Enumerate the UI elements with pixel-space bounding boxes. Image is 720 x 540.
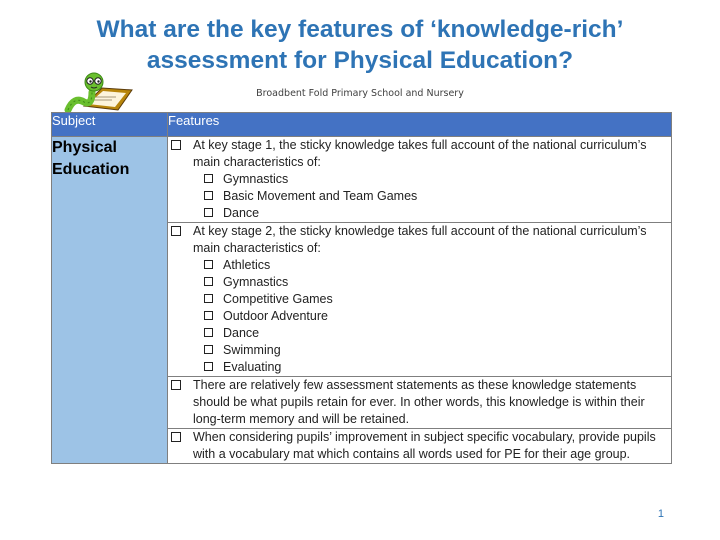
list-item: Athletics — [223, 258, 271, 272]
checkbox-bullet-icon — [204, 294, 213, 303]
list-item: Outdoor Adventure — [223, 309, 328, 323]
feature-text: There are relatively few assessment statements as these knowledge statements should be what pupils retain for ever. In other words, this knowledge is within their long-term memory and will be retained. — [193, 378, 645, 426]
title-line-2: assessment for Physical Education? — [146, 47, 574, 74]
table-row — [52, 137, 672, 223]
header-subject: Subject — [52, 113, 168, 137]
list-item: Swimming — [223, 343, 281, 357]
feature-vocabulary — [168, 429, 672, 464]
feature-ks1 — [168, 137, 672, 223]
checkbox-bullet-icon — [204, 311, 213, 320]
checkbox-bullet-icon — [204, 345, 213, 354]
subject-cell: Physical Education — [52, 137, 168, 464]
checkbox-bullet-icon — [204, 362, 213, 371]
list-item: Dance — [223, 206, 260, 220]
title-line-1: What are the key features of ‘knowledge-rich’ — [96, 16, 624, 43]
list-item: Gymnastics — [223, 275, 289, 289]
feature-text: When considering pupils’ improvement in subject specific vocabulary, provide pupils with a vocabulary mat which contains all words used for PE for their age group. — [193, 430, 656, 461]
list-item: Dance — [223, 326, 260, 340]
checkbox-bullet-icon — [204, 174, 213, 183]
feature-text: At key stage 1, the sticky knowledge takes full account of the national curriculum’s main characteristics of: — [193, 138, 647, 169]
table-header-row — [52, 113, 672, 137]
header-features: Features — [168, 113, 672, 137]
feature-ks2 — [168, 223, 672, 377]
checkbox-bullet-icon — [171, 226, 181, 236]
checkbox-bullet-icon — [204, 191, 213, 200]
checkbox-bullet-icon — [171, 380, 181, 390]
checkbox-bullet-icon — [204, 260, 213, 269]
checkbox-bullet-icon — [204, 208, 213, 217]
checkbox-bullet-icon — [204, 277, 213, 286]
list-item: Competitive Games — [223, 292, 333, 306]
school-name: Broadbent Fold Primary School and Nursery — [256, 88, 464, 99]
list-item: Evaluating — [223, 360, 282, 374]
feature-text: At key stage 2, the sticky knowledge takes full account of the national curriculum’s main characteristics of: — [193, 224, 647, 255]
checkbox-bullet-icon — [171, 140, 181, 150]
list-item: Gymnastics — [223, 172, 289, 186]
page-number: 1 — [657, 508, 664, 520]
checkbox-bullet-icon — [171, 432, 181, 442]
features-table — [51, 112, 672, 464]
checkbox-bullet-icon — [204, 328, 213, 337]
list-item: Basic Movement and Team Games — [223, 189, 418, 203]
feature-retention — [168, 377, 672, 429]
